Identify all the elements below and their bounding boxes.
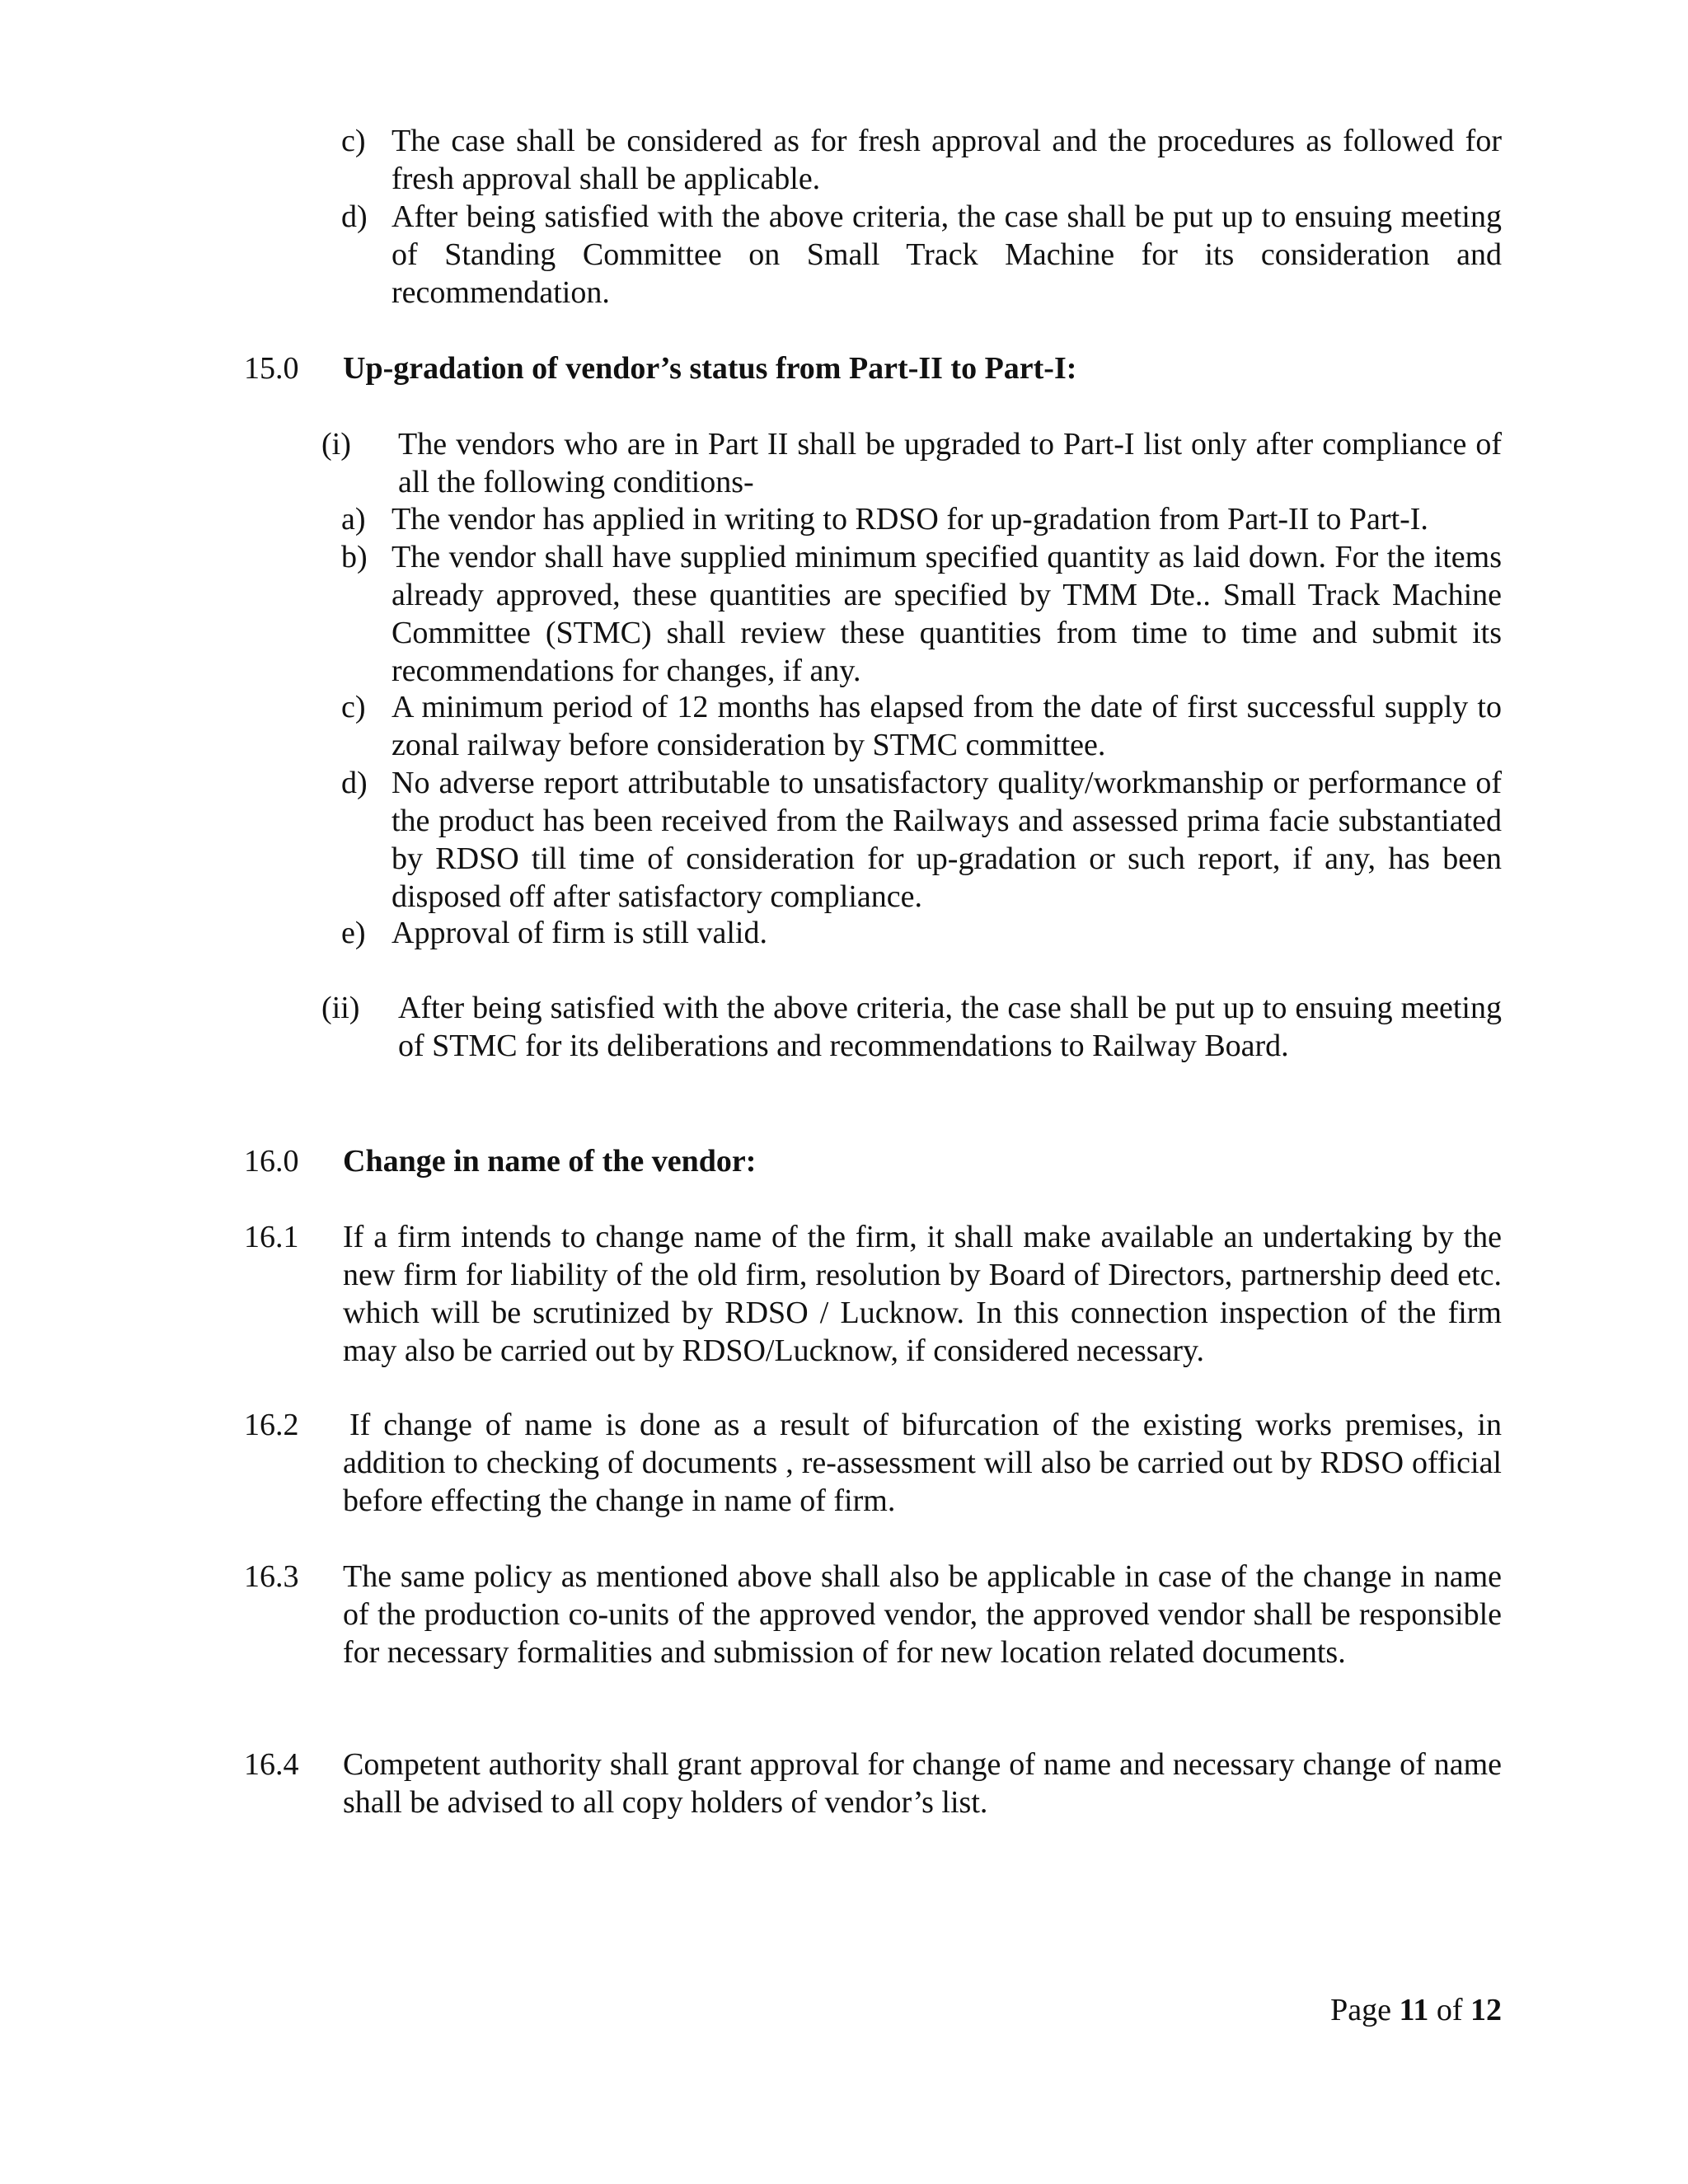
list-item-text: No adverse report attributable to unsatisfactory quality/workmanship or performance of the product has been received from the Railways and assessed prima facie substantiated by RDSO till time of consideration for up-gradation or such report, if any, has been disposed off after satisfactory compliance. — [392, 766, 1502, 914]
clause-i — [321, 425, 1502, 501]
footer-page-word: Page — [1330, 1993, 1391, 2027]
clause-i-marker: (i) — [321, 427, 351, 462]
list-marker: a) — [341, 502, 366, 537]
list-marker: d) — [341, 766, 368, 800]
section-15-number: 15.0 — [244, 351, 299, 386]
section-15-title: Up-gradation of vendor’s status from Part-II to Part-I: — [343, 351, 1077, 386]
paragraph-text: If a firm intends to change name of the firm, it shall make available an undertaking by the new firm for liability of the old firm, resolution by Board of Directors, partnership deed etc. which will be scrutinized by RDSO / Lucknow. In this connection inspection of the firm may also be carried out by RDSO/Lucknow, if considered necessary. — [343, 1220, 1502, 1368]
clause-ii-marker: (ii) — [321, 991, 360, 1025]
footer-current-page: 11 — [1399, 1993, 1429, 2027]
list-marker: b) — [341, 540, 368, 574]
paragraph-16-2 — [244, 1406, 1502, 1521]
paragraph-text: If change of name is done as a result of bifurcation of the existing works premises, in addition to checking of documents , re-assessment will also be carried out by RDSO official before effecting the change in name of firm. — [343, 1408, 1502, 1518]
continued-list — [341, 122, 1502, 312]
paragraph-number: 16.3 — [244, 1559, 299, 1594]
paragraph-16-3 — [244, 1558, 1502, 1709]
clause-i-text: The vendors who are in Part II shall be upgraded to Part-I list only after compliance of all the following conditions- — [398, 427, 1502, 499]
list-item-text: Approval of firm is still valid. — [392, 916, 767, 950]
paragraph-16-1 — [244, 1218, 1502, 1370]
list-item-text: The case shall be considered as for fresh approval and the procedures as followed for fresh approval shall be applicable. — [392, 124, 1502, 196]
list-item-text: A minimum period of 12 months has elapsed from the date of first successful supply to zonal railway before consideration by STMC committee. — [392, 690, 1502, 762]
paragraph-16-4 — [244, 1746, 1502, 1821]
footer-total-pages: 12 — [1470, 1993, 1502, 2027]
paragraph-number: 16.1 — [244, 1220, 299, 1254]
clause-ii-text: After being satisfied with the above criteria, the case shall be put up to ensuing meeting of STMC for its deliberations and recommendations to Railway Board. — [398, 991, 1502, 1063]
list-marker: c) — [341, 124, 366, 158]
paragraph-number: 16.4 — [244, 1747, 299, 1782]
paragraph-number: 16.2 — [244, 1408, 299, 1442]
section-16-title: Change in name of the vendor: — [343, 1144, 757, 1179]
list-item-text: After being satisfied with the above criteria, the case shall be put up to ensuing meeting of Standing Committee on Small Track Machine for its consideration and recommendation. — [392, 199, 1502, 310]
clause-ii — [321, 989, 1502, 1104]
paragraph-text: Competent authority shall grant approval for change of name and necessary change of name shall be advised to all copy holders of vendor’s list. — [343, 1747, 1502, 1820]
list-marker: d) — [341, 199, 368, 234]
section-16-number: 16.0 — [244, 1144, 299, 1179]
list-marker: c) — [341, 690, 366, 724]
footer-of-word: of — [1436, 1993, 1463, 2027]
list-item-text: The vendor has applied in writing to RDSO for up-gradation from Part-II to Part-I. — [392, 502, 1428, 537]
page-footer — [1330, 1991, 1502, 2029]
list-item-text: The vendor shall have supplied minimum specified quantity as laid down. For the items already approved, these quantities are specified by TMM Dte.. Small Track Machine Committee (STMC) shall review these quantities from time to time and submit its recommendations for changes, if any. — [392, 540, 1502, 688]
list-marker: e) — [341, 916, 366, 950]
conditions-list — [341, 500, 1502, 950]
paragraph-text: The same policy as mentioned above shall also be applicable in case of the change in name of the production co-units of the approved vendor, the approved vendor shall be responsible for necessary formalities and submission of for new location related documents. — [343, 1559, 1502, 1670]
